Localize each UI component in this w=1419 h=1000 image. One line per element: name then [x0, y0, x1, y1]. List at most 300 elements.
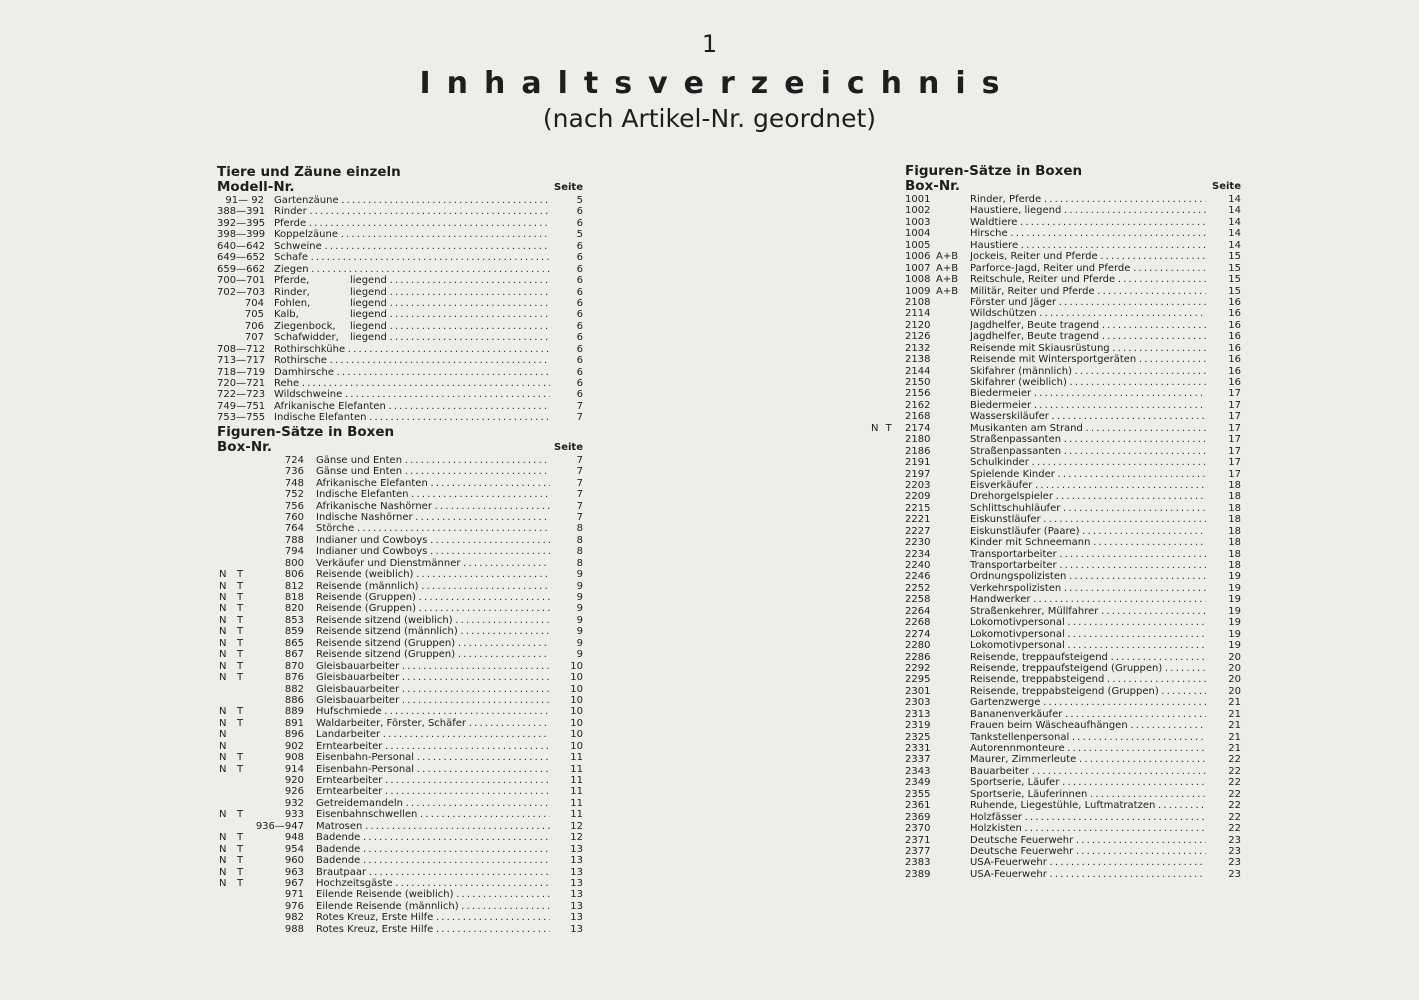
page-number-ref: 7	[576, 489, 583, 501]
list-item	[217, 252, 583, 263]
entry-title: Eisenbahnschwellen . . .	[316, 809, 550, 820]
entry-title: Maurer, Zimmerleute . . .	[970, 754, 1206, 765]
box-number: 2215	[905, 502, 931, 514]
list-item	[217, 535, 583, 546]
list-item	[905, 446, 1241, 457]
entry-title: Jagdhelfer, Beute tragend . . .	[970, 331, 1206, 342]
entry-title: Reisende sitzend (Gruppen) . . .	[316, 649, 550, 660]
flag-n: N	[219, 717, 227, 729]
entry-title: Rotes Kreuz, Erste Hilfe . . .	[316, 924, 550, 935]
entry-title: Spielende Kinder . . .	[970, 469, 1206, 480]
entry-title: Eiskunstläufer . . .	[970, 514, 1206, 525]
model-number: 649—652	[217, 252, 266, 264]
box-number: 933	[284, 809, 304, 821]
page-number-ref: 23	[1228, 845, 1241, 857]
entry-variant: liegend	[350, 332, 387, 344]
list-item	[217, 401, 583, 412]
box-number: 806	[284, 569, 304, 581]
list-item	[905, 388, 1241, 399]
list-item	[905, 411, 1241, 422]
list-item	[905, 663, 1241, 674]
box-suffix: A+B	[936, 285, 959, 297]
entry-title	[274, 275, 550, 286]
flag-t: T	[237, 592, 244, 603]
entry-title: Waldtiere . . .	[970, 217, 1206, 228]
entry-title: Reisende sitzend (weiblich) . . .	[316, 615, 550, 626]
page-number-ref: 7	[576, 400, 583, 412]
page-number-ref: 17	[1228, 434, 1241, 446]
list-item	[905, 674, 1241, 685]
entry-title: Parforce-Jagd, Reiter und Pferde . . .	[970, 263, 1206, 274]
box-number: 2264	[905, 605, 931, 617]
page-number-ref: 21	[1228, 708, 1241, 720]
page-number-ref: 14	[1228, 216, 1241, 228]
entry-title: Lokomotivpersonal . . .	[970, 617, 1206, 628]
page-number-ref: 19	[1228, 628, 1241, 640]
box-number: 2349	[905, 777, 931, 789]
model-number: 706	[244, 320, 264, 332]
box-suffix: A+B	[936, 274, 959, 286]
entry-title	[274, 332, 550, 343]
box-number: 988	[284, 923, 304, 935]
box-number: 2343	[905, 765, 931, 777]
entry-title: Afrikanische Elefanten . . .	[316, 478, 550, 489]
box-number: 2180	[905, 434, 931, 446]
entry-title: Badende . . .	[316, 844, 550, 855]
page-number-ref: 17	[1228, 468, 1241, 480]
page-number-ref: 16	[1228, 308, 1241, 320]
model-number: 718—719	[217, 366, 266, 378]
list-item	[217, 455, 583, 466]
entry-title: Landarbeiter . . .	[316, 729, 550, 740]
list-item	[905, 812, 1241, 823]
entry-name: Fohlen,	[274, 297, 311, 309]
entry-title: Förster und Jäger . . .	[970, 297, 1206, 308]
page-number-ref: 13	[570, 843, 583, 855]
page-number-ref: 17	[1228, 411, 1241, 423]
entry-title	[274, 206, 550, 217]
list-item	[217, 649, 583, 660]
list-item	[217, 889, 583, 900]
list-item	[905, 652, 1241, 663]
page-number-ref: 21	[1228, 743, 1241, 754]
box-number: 882	[284, 683, 304, 695]
list-item	[217, 809, 583, 820]
entry-title	[274, 218, 550, 229]
flag-t: T	[237, 866, 244, 878]
page-number-ref: 11	[570, 809, 583, 821]
box-number: 2319	[905, 720, 931, 732]
page-number-ref: 21	[1228, 697, 1241, 709]
entry-title	[274, 241, 550, 252]
box-number: 967	[284, 877, 304, 889]
page-title: Inhaltsverzeichnis	[419, 66, 1016, 101]
box-suffix: A+B	[936, 251, 959, 263]
box-number: 889	[284, 706, 304, 718]
entry-title	[274, 401, 550, 412]
page-number-ref: 18	[1228, 537, 1241, 549]
list-item	[217, 478, 583, 489]
entry-name: Ziegen	[274, 263, 309, 275]
page-number-ref: 22	[1228, 811, 1241, 823]
list-item	[217, 412, 583, 423]
flag-t: T	[237, 706, 244, 718]
entry-name: Rehe	[274, 378, 300, 389]
page-number-ref: 17	[1228, 388, 1241, 400]
entry-title: Transportarbeiter . . .	[970, 549, 1206, 560]
list-item	[905, 400, 1241, 411]
box-number: 818	[284, 592, 304, 603]
page-number-ref: 11	[570, 752, 583, 764]
page-number-ref: 22	[1228, 788, 1241, 800]
page-number-ref: 19	[1228, 571, 1241, 583]
entry-title: Lokomotivpersonal . . .	[970, 640, 1206, 651]
page-number-ref: 6	[576, 332, 583, 344]
entry-title: Indianer und Cowboys . . .	[316, 546, 550, 557]
box-number: 2268	[905, 617, 931, 629]
list-item	[217, 275, 583, 286]
list-item	[871, 422, 1241, 434]
list-item	[905, 537, 1241, 548]
box-number: 948	[284, 832, 304, 844]
list-item	[905, 583, 1241, 594]
box-number: 1004	[905, 228, 931, 240]
entry-title: Eiskunstläufer (Paare) . . .	[970, 526, 1206, 537]
entry-title: Bauarbeiter . . .	[970, 766, 1206, 777]
entry-title: Jagdhelfer, Beute tragend . . .	[970, 320, 1206, 331]
list-item	[217, 332, 583, 343]
entry-title: Straßenpassanten . . .	[970, 434, 1206, 445]
box-number: 2355	[905, 788, 931, 800]
page-number-ref: 18	[1228, 548, 1241, 560]
page-number-ref: 22	[1228, 800, 1241, 812]
list-item	[217, 844, 583, 855]
column-label-box-nr: Box-Nr.	[905, 178, 961, 194]
box-suffix: A+B	[936, 262, 959, 274]
page-number-ref: 6	[576, 263, 583, 275]
entry-title: Hufschmiede . . .	[316, 706, 550, 717]
entry-title	[274, 252, 550, 263]
entry-name: Rothirsche	[274, 355, 327, 367]
model-number: 704	[244, 297, 264, 309]
flag-n: N	[219, 626, 227, 638]
flag-n: N	[219, 672, 227, 684]
entry-name: Koppelzäune	[274, 229, 339, 241]
list-item	[905, 743, 1241, 754]
list-item	[905, 640, 1241, 651]
entry-title: Gänse und Enten . . .	[316, 455, 550, 466]
list-item	[217, 718, 583, 729]
entry-title: Biedermeier . . .	[970, 400, 1206, 411]
entry-title: Lokomotivpersonal . . .	[970, 629, 1206, 640]
entry-title	[274, 195, 550, 206]
box-number: 752	[284, 489, 304, 501]
entry-title: Gleisbauarbeiter . . .	[316, 661, 550, 672]
box-number: 2337	[905, 754, 931, 766]
entry-variant: liegend	[350, 320, 387, 332]
list-item	[217, 558, 583, 569]
entry-list	[871, 194, 1241, 880]
entry-title	[274, 321, 550, 332]
entry-title: Störche . . .	[316, 523, 550, 534]
flag-n: N	[219, 580, 227, 592]
box-number: 748	[284, 477, 304, 489]
box-number: 971	[284, 889, 304, 901]
entry-name: Gartenzäune	[274, 195, 339, 206]
model-number: 753—755	[217, 412, 266, 424]
page-number-ref: 10	[570, 660, 583, 672]
page-number-ref: 14	[1228, 205, 1241, 217]
box-number: 1009	[905, 285, 931, 297]
page-number-ref: 18	[1228, 525, 1241, 537]
entry-title: Ruhende, Liegestühle, Luftmatratzen . . .	[970, 800, 1206, 811]
flag-t: T	[237, 752, 244, 764]
page-number-ref: 16	[1228, 342, 1241, 354]
page-number-ref: 17	[1228, 422, 1241, 434]
entry-name: Schafe	[274, 252, 308, 264]
flag-n: N	[219, 706, 227, 718]
list-item	[217, 367, 583, 378]
page-number-ref: 7	[576, 454, 583, 466]
flag-n: N	[219, 763, 227, 775]
box-number: 865	[284, 637, 304, 649]
list-item	[217, 218, 583, 229]
list-item	[217, 501, 583, 512]
entry-title: Badende . . .	[316, 832, 550, 843]
flag-t: T	[237, 855, 244, 867]
list-item	[905, 205, 1241, 216]
page-number-ref: 8	[576, 523, 583, 535]
entry-title	[274, 378, 550, 389]
box-number: 867	[284, 649, 304, 661]
page-number-ref: 9	[576, 614, 583, 626]
model-number: 708—712	[217, 343, 266, 355]
box-number: 960	[284, 855, 304, 867]
box-number: 926	[284, 786, 304, 798]
box-number: 820	[284, 603, 304, 615]
page-number-ref: 12	[570, 832, 583, 844]
box-number: 2292	[905, 662, 931, 674]
box-number: 2126	[905, 331, 931, 343]
list-item	[217, 855, 583, 866]
box-number: 2370	[905, 823, 931, 835]
entry-title: Frauen beim Wäscheaufhängen . . .	[970, 720, 1206, 731]
entry-name: Pferde	[274, 217, 307, 229]
page-number-ref: 9	[576, 569, 583, 581]
flag-t: T	[237, 580, 244, 592]
list-item	[217, 321, 583, 332]
list-item	[217, 878, 583, 889]
page-number-ref: 16	[1228, 377, 1241, 388]
page-number-ref: 20	[1228, 662, 1241, 674]
list-item	[905, 469, 1241, 480]
page-number-ref: 6	[576, 320, 583, 332]
list-item	[217, 775, 583, 786]
section-animals-fences	[217, 164, 583, 424]
left-column	[217, 164, 583, 935]
box-number: 2156	[905, 388, 931, 400]
box-number: 1007	[905, 262, 931, 274]
page-number-ref: 7	[576, 412, 583, 424]
list-item	[905, 320, 1241, 331]
box-number: 976	[284, 900, 304, 912]
page-number-ref: 19	[1228, 582, 1241, 594]
page-number-ref: 6	[576, 286, 583, 298]
entry-title: Jockeis, Reiter und Pferde . . .	[970, 251, 1206, 262]
entry-title: Skifahrer (männlich) . . .	[970, 366, 1206, 377]
list-item	[905, 354, 1241, 365]
list-item	[217, 389, 583, 400]
page-number-ref: 18	[1228, 502, 1241, 514]
list-item	[217, 706, 583, 717]
list-item	[905, 754, 1241, 765]
flag-t: T	[237, 809, 244, 821]
flag-n: N	[219, 569, 227, 581]
list-item	[905, 857, 1241, 868]
list-item	[905, 766, 1241, 777]
entry-title: Waldarbeiter, Förster, Schäfer . . .	[316, 718, 550, 729]
box-number: 2230	[905, 537, 931, 549]
flag-n: N	[219, 809, 227, 821]
entry-title: Reitschule, Reiter und Pferde . . .	[970, 274, 1206, 285]
entry-title	[274, 389, 550, 400]
page-number-ref: 16	[1228, 354, 1241, 366]
box-number: 2377	[905, 845, 931, 857]
list-item	[217, 638, 583, 649]
list-item	[217, 695, 583, 706]
model-number: 640—642	[217, 240, 266, 252]
entry-title: Deutsche Feuerwehr . . .	[970, 846, 1206, 857]
entry-title: Hochzeitsgäste . . .	[316, 878, 550, 889]
list-item	[905, 514, 1241, 525]
column-label-seite: Seite	[554, 441, 583, 453]
page-number-ref: 14	[1228, 228, 1241, 240]
box-number: 2240	[905, 560, 931, 571]
entry-title: Brautpaar . . .	[316, 867, 550, 878]
box-number: 2108	[905, 296, 931, 308]
entry-title: Bananenverkäufer . . .	[970, 709, 1206, 720]
page-number-ref: 11	[570, 786, 583, 798]
list-item	[217, 512, 583, 523]
entry-title: Eisenbahn-Personal . . .	[316, 752, 550, 763]
page-number-ref: 18	[1228, 514, 1241, 526]
section-header-row	[905, 179, 1241, 194]
page-number-ref: 7	[576, 477, 583, 489]
entry-name: Ziegenbock,	[274, 320, 336, 332]
entry-title: Afrikanische Nashörner . . .	[316, 501, 550, 512]
page-number-ref: 13	[570, 889, 583, 901]
box-number: 2303	[905, 697, 931, 709]
box-number: 794	[284, 546, 304, 558]
entry-title: Handwerker . . .	[970, 594, 1206, 605]
list-item	[905, 297, 1241, 308]
entry-title: Reisende (männlich) . . .	[316, 581, 550, 592]
page-number-ref: 9	[576, 580, 583, 592]
list-item	[905, 846, 1241, 857]
entry-name: Schafwidder,	[274, 332, 339, 344]
box-number: 876	[284, 672, 304, 684]
flag-t: T	[237, 877, 244, 889]
list-item	[905, 823, 1241, 834]
entry-title: Getreidemandeln . . .	[316, 798, 550, 809]
page-number-ref: 13	[570, 866, 583, 878]
box-number: 2221	[905, 514, 931, 526]
page-number-ref: 20	[1228, 651, 1241, 663]
box-number: 736	[284, 466, 304, 478]
list-item	[217, 661, 583, 672]
section-title: Tiere und Zäune einzeln	[217, 164, 401, 180]
list-item	[217, 287, 583, 298]
list-item	[905, 629, 1241, 640]
entry-title: Holzkisten . . .	[970, 823, 1206, 834]
list-item	[905, 789, 1241, 800]
flag-t: T	[237, 614, 244, 626]
page-number-ref: 21	[1228, 720, 1241, 732]
list-item	[905, 240, 1241, 251]
page-number-ref: 20	[1228, 674, 1241, 686]
flag-t: T	[237, 763, 244, 775]
list-item	[217, 912, 583, 923]
page-number-ref: 17	[1228, 399, 1241, 411]
page-number-ref: 13	[570, 877, 583, 889]
entry-title: USA-Feuerwehr . . .	[970, 857, 1206, 868]
entry-title: Reisende (Gruppen) . . .	[316, 592, 550, 603]
right-column	[871, 163, 1241, 880]
list-item	[217, 626, 583, 637]
list-item	[905, 709, 1241, 720]
flag-t: T	[237, 603, 244, 615]
entry-title: Verkäufer und Dienstmänner . . .	[316, 558, 550, 569]
entry-variant: liegend	[350, 297, 387, 309]
flag-n: N	[219, 832, 227, 844]
list-item	[217, 741, 583, 752]
entry-title: Skifahrer (weiblich) . . .	[970, 377, 1206, 388]
list-item	[217, 195, 583, 206]
flag-t: T	[237, 672, 244, 684]
flag-n: N	[219, 729, 227, 741]
box-number: 2227	[905, 525, 931, 537]
list-item	[905, 560, 1241, 571]
entry-title: Matrosen . . .	[316, 821, 550, 832]
list-item	[905, 263, 1241, 274]
flag-n: N	[219, 660, 227, 672]
list-item	[217, 924, 583, 935]
box-number: 2325	[905, 731, 931, 743]
page-number-ref: 14	[1228, 194, 1241, 205]
list-item	[217, 298, 583, 309]
entry-title: Militär, Reiter und Pferde . . .	[970, 286, 1206, 297]
entry-title: Erntearbeiter . . .	[316, 775, 550, 786]
list-item	[905, 732, 1241, 743]
entry-title: Kinder mit Schneemann . . .	[970, 537, 1206, 548]
entry-title	[274, 309, 550, 320]
entry-title: Erntearbeiter . . .	[316, 786, 550, 797]
box-number: 2120	[905, 319, 931, 331]
box-number: 2197	[905, 468, 931, 480]
model-number: 705	[244, 309, 264, 321]
page-number-ref: 22	[1228, 823, 1241, 835]
page-number-ref: 8	[576, 557, 583, 569]
box-number: 936—947	[255, 820, 304, 832]
flag-n: N	[219, 592, 227, 603]
entry-title	[274, 344, 550, 355]
box-number: 812	[284, 580, 304, 592]
entry-title: Gleisbauarbeiter . . .	[316, 672, 550, 683]
list-item	[217, 229, 583, 240]
page-number-ref: 23	[1228, 868, 1241, 880]
column-label-modell-nr: Modell-Nr.	[217, 179, 295, 195]
list-item	[217, 241, 583, 252]
